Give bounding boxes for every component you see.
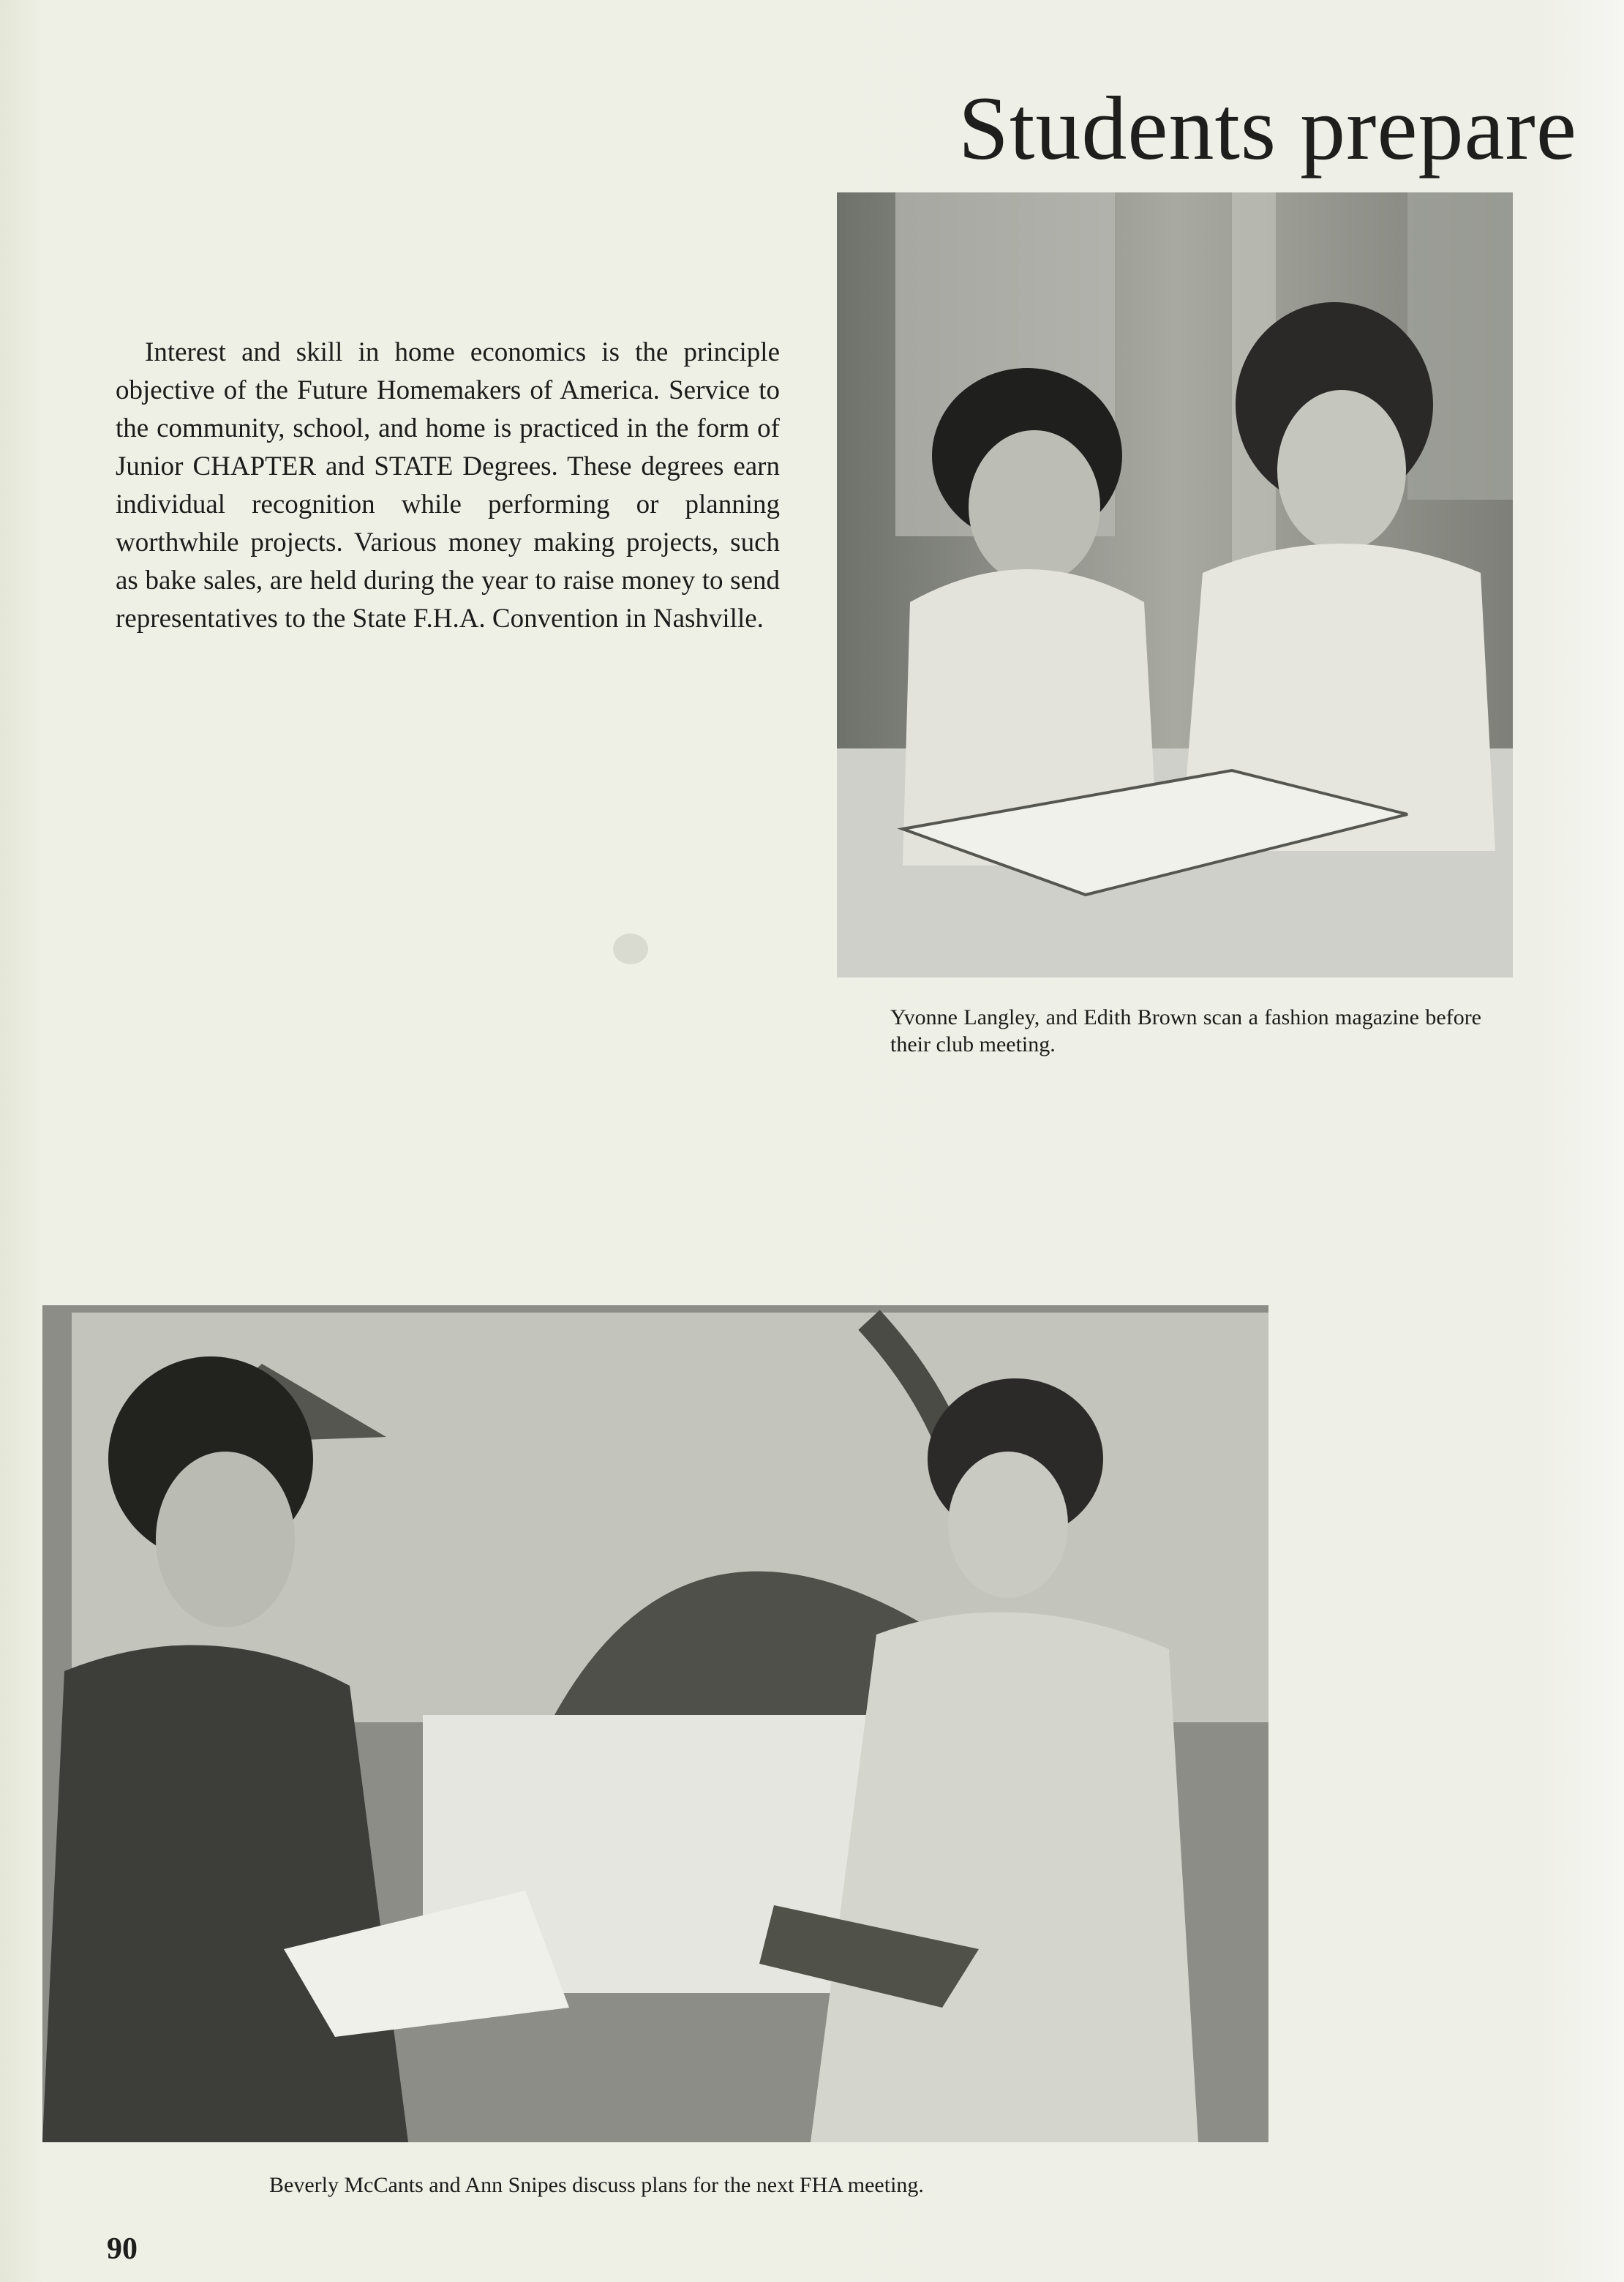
photo-fashion-magazine-image	[837, 192, 1513, 977]
page-number: 90	[107, 2232, 138, 2266]
photo-fashion-magazine	[837, 192, 1513, 977]
photo-fha-meeting-caption: Beverly McCants and Ann Snipes discuss plans for the next FHA meeting.	[269, 2173, 924, 2197]
photo-fha-meeting	[42, 1305, 1268, 2142]
photo-fha-meeting-image	[42, 1305, 1268, 2142]
photo-fashion-magazine-caption: Yvonne Langley, and Edith Brown scan a fashion magazine before their club meeting.	[890, 1005, 1481, 1056]
page-title: Students prepare	[958, 78, 1577, 179]
page-smudge	[613, 934, 648, 964]
intro-paragraph: Interest and skill in home economics is the principle objective of the Future Homemakers of America. Service to the community, school, and home is practiced in the form of Junior CHAPTER and STATE Degrees. These degrees earn individual recognition while performing or planning worthwhile projects. Various money making projects, such as bake sales, are held during the year to raise money to send representatives to the State F.H.A. Convention in Nashville.	[116, 337, 780, 634]
